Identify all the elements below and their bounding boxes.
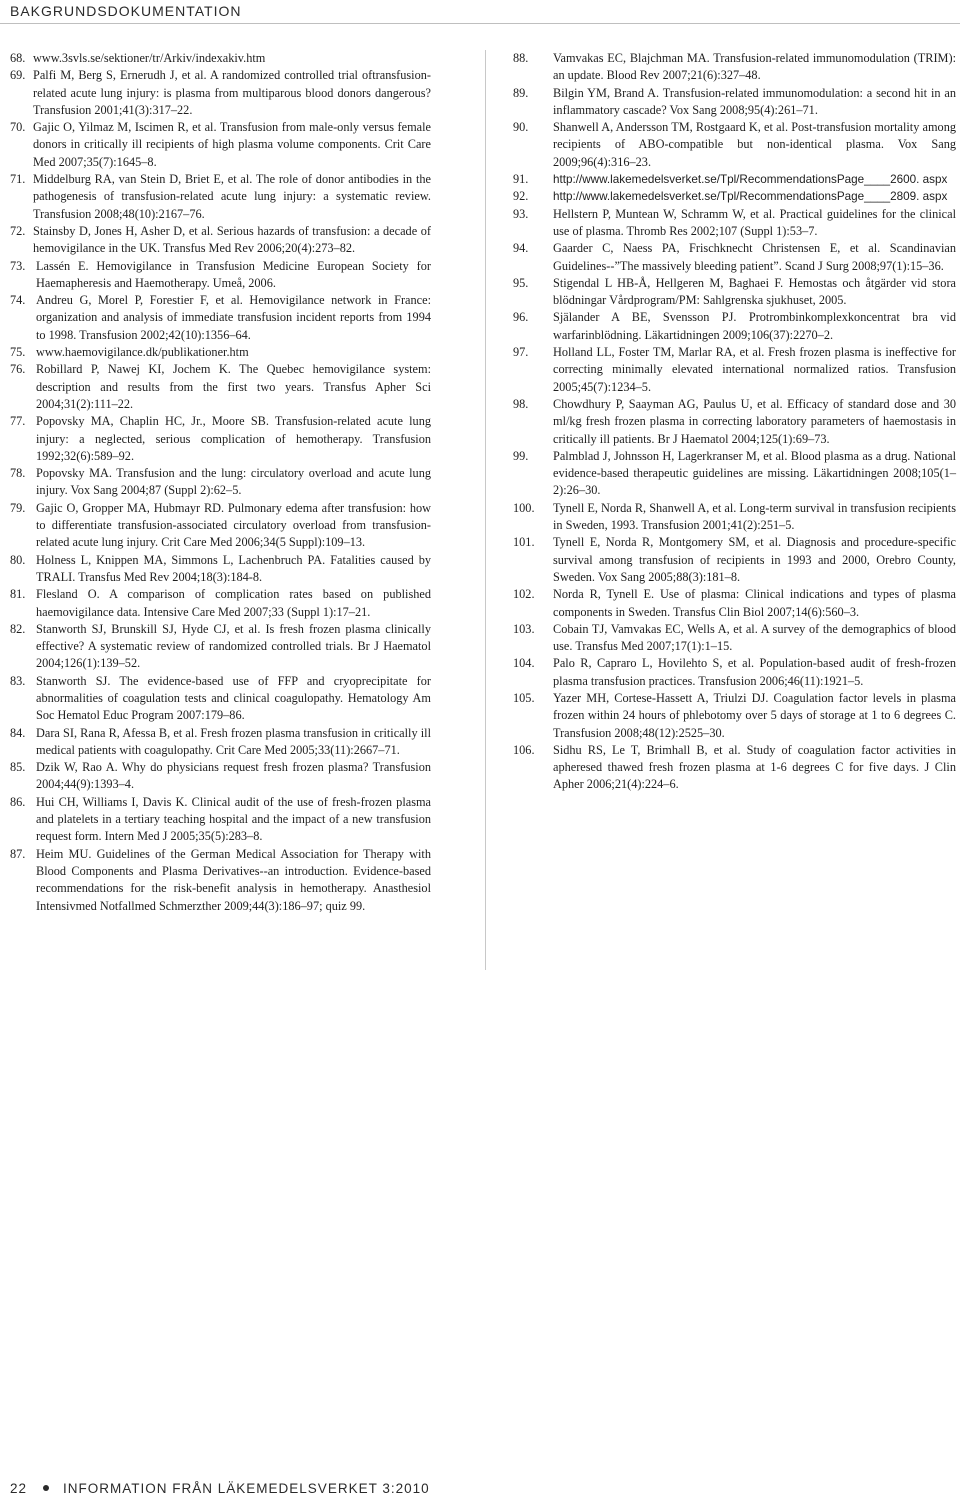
reference-number: 78. xyxy=(10,466,26,481)
reference-number: 106. xyxy=(513,742,535,757)
reference-entry xyxy=(513,50,956,85)
reference-number: 85. xyxy=(10,760,26,775)
reference-text: Chowdhury P, Saayman AG, Paulus U, et al. Efficacy of standard dose and 30 ml/kg fresh frozen plasma in correcting laboratory parameters of haemostasis in critically ill patients. Br J Haematol 2004;125(1):69–73. xyxy=(553,396,956,446)
reference-text: http://www.lakemedelsverket.se/Tpl/RecommendationsPage____2809. aspx xyxy=(553,190,948,204)
reference-text: Palo R, Capraro L, Hovilehto S, et al. Population-based audit of fresh-frozen plasma transfusion practices. Transfusion 2006;46(11):1921–5. xyxy=(553,656,956,688)
reference-number: 83. xyxy=(10,673,26,688)
reference-number: 81. xyxy=(10,587,26,602)
page-number: 22 xyxy=(10,1480,28,1496)
reference-text: Stainsby D, Jones H, Asher D, et al. Serious hazards of transfusion: a decade of hemovigilance in the UK. Transfus Med Rev 2006;20(4):273–82. xyxy=(33,223,431,256)
reference-number: 97. xyxy=(513,345,529,360)
reference-text: Gaarder C, Naess PA, Frischknecht Christensen E, et al. Scandinavian Guidelines--”The massively bleeding patient”. Scand J Surg 2008;97(1):15–36. xyxy=(553,241,956,273)
reference-text: Bilgin YM, Brand A. Transfusion-related immunomodulation: a second hit in an inflammatory cascade? Vox Sang 2008;95(4):261–71. xyxy=(553,85,956,117)
reference-number: 80. xyxy=(10,552,26,567)
reference-entry xyxy=(513,690,956,742)
reference-text: Hellstern P, Muntean W, Schramm W, et al. Practical guidelines for the clinical use of plasma. Thromb Res 2002;107 (Suppl 1):53–7. xyxy=(553,206,956,238)
reference-text: Dara SI, Rana R, Afessa B, et al. Fresh frozen plasma transfusion in critically ill medical patients with coagulopathy. Crit Care Med 2005;33(11):2667–71. xyxy=(36,725,431,757)
reference-text: www.haemovigilance.dk/publikationer.htm xyxy=(36,345,249,360)
reference-text: Själander A BE, Svensson PJ. Protrombinkomplexkoncentrat bra vid warfarinblödning. Läkartidningen 2009;106(37):2270–2. xyxy=(553,310,956,342)
reference-text: Middelburg RA, van Stein D, Briet E, et al. The role of donor antibodies in the pathogenesis of transfusion-related acute lung injury: a systematic review. Transfusion 2008;48(10):2167–76. xyxy=(33,172,431,221)
reference-entry xyxy=(10,344,431,361)
reference-entry xyxy=(513,206,956,241)
reference-text: Andreu G, Morel P, Forestier F, et al. Hemovigilance network in France: organization and analysis of immediate transfusion incident reports from 1994 to 1998. Transfusion 2002;42(10):1356–64. xyxy=(36,293,431,342)
reference-text: Robillard P, Nawej KI, Jochem K. The Quebec hemovigilance system: description and results from the first two years. Transfus Apher Sci 2004;31(2):111–22. xyxy=(36,362,431,411)
reference-number: 77. xyxy=(10,414,26,429)
reference-entry xyxy=(10,794,431,846)
bullet-dot-icon xyxy=(43,1485,49,1491)
reference-entry xyxy=(10,673,431,725)
reference-text: Palfi M, Berg S, Ernerudh J, et al. A randomized controlled trial oftransfusion-related acute lung injury: is plasma from multiparous blood donors dangerous? Transfusion 2001;41(3):317–22. xyxy=(33,68,431,117)
reference-number: 98. xyxy=(513,396,529,411)
reference-text: Shanwell A, Andersson TM, Rostgaard K, et al. Post-transfusion mortality among recipients of ABO-compatible but non-identical plasma. Vox Sang 2009;96(4):316–23. xyxy=(553,120,956,169)
reference-number: 89. xyxy=(513,85,529,100)
section-header: BAKGRUNDSDOKUMENTATION xyxy=(10,3,242,19)
reference-entry xyxy=(10,67,431,119)
reference-text: Holness L, Knippen MA, Simmons L, Lachenbruch PA. Fatalities caused by TRALI. Transfus Med Rev 2004;18(3):184-8. xyxy=(36,552,431,584)
reference-number: 100. xyxy=(513,500,535,515)
reference-entry xyxy=(513,188,956,205)
reference-text: Gajic O, Yilmaz M, Iscimen R, et al. Transfusion from male-only versus female donors in critically ill recipients of high plasma volume components. Crit Care Med 2007;35(7):1645–8. xyxy=(33,120,431,169)
reference-entry xyxy=(10,586,431,621)
reference-number: 68. xyxy=(10,51,26,65)
reference-number: 79. xyxy=(10,500,26,515)
reference-entry xyxy=(10,413,431,465)
reference-number: 75. xyxy=(10,345,26,360)
reference-number: 90. xyxy=(513,120,529,135)
reference-text: www.3svls.se/sektioner/tr/Arkiv/indexakiv.htm xyxy=(33,51,266,65)
reference-number: 95. xyxy=(513,275,529,290)
column-divider xyxy=(485,50,486,970)
reference-entry xyxy=(513,448,956,500)
reference-number: 86. xyxy=(10,794,26,809)
reference-text: Yazer MH, Cortese-Hassett A, Triulzi DJ. Coagulation factor levels in plasma frozen within 24 hours of phlebotomy over 5 days of storage at 1 to 6 degrees C. Transfusion 2008;48(12):2525–30. xyxy=(553,690,956,740)
reference-text: Popovsky MA. Transfusion and the lung: circulatory overload and acute lung injury. Vox Sang 2004;87 (Suppl 2):62–5. xyxy=(36,466,431,498)
reference-text: Tynell E, Norda R, Montgomery SM, et al. Diagnosis and procedure-specific survival among transfusion of recipients in 1993 and 2000, Orebro County, Sweden. Vox Sang 2005;88(3):181–8. xyxy=(553,535,956,584)
reference-entry xyxy=(513,85,956,120)
reference-text: Stigendal L HB-Å, Hellgeren M, Baghaei F. Hemostas och åtgärder vid stora blödningar Vårdprogram/PM: Sahlgrenska sjukhuset, 2005. xyxy=(553,275,956,308)
reference-entry xyxy=(513,742,956,794)
reference-number: 93. xyxy=(513,206,529,221)
reference-entry xyxy=(10,171,431,223)
reference-entry xyxy=(10,500,431,552)
reference-entry xyxy=(513,344,956,396)
reference-number: 92. xyxy=(513,189,529,204)
reference-entry xyxy=(513,500,956,535)
publication-title: INFORMATION FRÅN LÄKEMEDELSVERKET 3:2010 xyxy=(63,1480,430,1496)
reference-entry xyxy=(10,119,431,171)
reference-entry xyxy=(513,171,956,188)
reference-entry xyxy=(513,655,956,690)
reference-number: 71. xyxy=(10,172,26,187)
reference-number: 94. xyxy=(513,241,529,256)
reference-number: 70. xyxy=(10,120,26,135)
reference-number: 102. xyxy=(513,587,535,602)
reference-number: 87. xyxy=(10,846,26,861)
reference-entry xyxy=(10,846,431,915)
reference-number: 88. xyxy=(513,51,529,65)
reference-text: Palmblad J, Johnsson H, Lagerkranser M, et al. Blood plasma as a drug. National evidence-based therapeutic guidelines are missing. Läkartidningen 2008;105(1–2):26–30. xyxy=(553,448,956,498)
reference-entry xyxy=(10,759,431,794)
reference-entry xyxy=(10,292,431,344)
reference-text: http://www.lakemedelsverket.se/Tpl/RecommendationsPage____2600. aspx xyxy=(553,173,948,187)
reference-number: 99. xyxy=(513,448,529,463)
reference-list-right-column xyxy=(513,50,956,794)
reference-entry xyxy=(10,552,431,587)
reference-entry xyxy=(10,621,431,673)
reference-text: Dzik W, Rao A. Why do physicians request fresh frozen plasma? Transfusion 2004;44(9):1393–4. xyxy=(36,760,431,792)
reference-text: Heim MU. Guidelines of the German Medical Association for Therapy with Blood Components and Plasma Derivatives--an introduction. Evidence-based recommendations for the risk-benefit analysis in hemotherapy. Anasthesiol Intensivmed Notfallmed Schmerzther 2009;44(3):186–97; quiz 99. xyxy=(36,846,431,913)
reference-text: Sidhu RS, Le T, Brimhall B, et al. Study of coagulation factor activities in apheresed thawed fresh frozen plasma at 1-6 degrees C for five days. J Clin Apher 2006;21(4):224–6. xyxy=(553,742,956,792)
reference-text: Stanworth SJ. The evidence-based use of FFP and cryoprecipitate for abnormalities of coagulation tests and clinical coagulopathy. Hematology Am Soc Hematol Educ Program 2007:179–86. xyxy=(36,673,431,723)
reference-number: 84. xyxy=(10,725,26,740)
reference-number: 103. xyxy=(513,621,535,636)
reference-number: 91. xyxy=(513,172,529,187)
reference-entry xyxy=(513,309,956,344)
reference-text: Norda R, Tynell E. Use of plasma: Clinical indications and types of plasma components in Sweden. Transfus Clin Biol 2007;14(6):560–3. xyxy=(553,587,956,619)
reference-text: Gajic O, Gropper MA, Hubmayr RD. Pulmonary edema after transfusion: how to differentiate transfusion-associated circulatory overload from transfusion-related acute lung injury. Crit Care Med 2006;34(5 Suppl):109–13. xyxy=(36,500,431,550)
reference-entry xyxy=(513,240,956,275)
reference-entry xyxy=(513,396,956,448)
reference-number: 82. xyxy=(10,621,26,636)
reference-number: 73. xyxy=(10,258,26,273)
reference-number: 101. xyxy=(513,535,535,550)
reference-entry xyxy=(10,50,431,67)
reference-entry xyxy=(10,258,431,293)
page-footer xyxy=(10,1480,430,1496)
reference-entry xyxy=(513,586,956,621)
reference-number: 104. xyxy=(513,656,535,671)
reference-text: Hui CH, Williams I, Davis K. Clinical audit of the use of fresh-frozen plasma and platelets in a tertiary teaching hospital and the impact of a new transfusion request form. Intern Med J 2005;35(5):283–8. xyxy=(36,794,431,844)
reference-entry xyxy=(10,223,431,258)
reference-text: Flesland O. A comparison of complication rates based on published haemovigilance data. Intensive Care Med 2007;33 (Suppl 1):17–21. xyxy=(36,587,431,619)
reference-entry xyxy=(513,275,956,310)
reference-list-left-column xyxy=(10,50,431,915)
reference-number: 105. xyxy=(513,690,535,705)
reference-text: Vamvakas EC, Blajchman MA. Transfusion-related immunomodulation (TRIM): an update. Blood Rev 2007;21(6):327–48. xyxy=(553,51,956,83)
reference-text: Lassén E. Hemovigilance in Transfusion Medicine European Society for Haemapheresis and Haemotherapy. Umeå, 2006. xyxy=(36,258,431,290)
reference-entry xyxy=(10,465,431,500)
reference-text: Holland LL, Foster TM, Marlar RA, et al. Fresh frozen plasma is ineffective for correcting minimally elevated international normalized ratios. Transfusion 2005;45(7):1234–5. xyxy=(553,345,956,394)
reference-text: Tynell E, Norda R, Shanwell A, et al. Long-term survival in transfusion recipients in Sweden, 1993. Transfusion 2001;41(2):251–5. xyxy=(553,500,956,533)
reference-entry xyxy=(513,534,956,586)
reference-entry xyxy=(513,621,956,656)
reference-number: 72. xyxy=(10,223,26,238)
reference-number: 69. xyxy=(10,68,26,83)
reference-text: Popovsky MA, Chaplin HC, Jr., Moore SB. Transfusion-related acute lung injury: a neglected, serious complication of hemotherapy. Transfusion 1992;32(6):589–92. xyxy=(36,414,431,463)
reference-number: 76. xyxy=(10,362,26,377)
header-divider xyxy=(0,23,960,24)
reference-number: 74. xyxy=(10,293,26,308)
reference-number: 96. xyxy=(513,310,529,325)
reference-entry xyxy=(10,725,431,760)
reference-text: Stanworth SJ, Brunskill SJ, Hyde CJ, et al. Is fresh frozen plasma clinically effective? A systematic review of randomized controlled trials. Br J Haematol 2004;126(1):139–52. xyxy=(36,621,431,671)
reference-entry xyxy=(10,361,431,413)
reference-text: Cobain TJ, Vamvakas EC, Wells A, et al. A survey of the demographics of blood use. Transfus Med 2007;17(1):1–15. xyxy=(553,621,956,654)
reference-entry xyxy=(513,119,956,171)
